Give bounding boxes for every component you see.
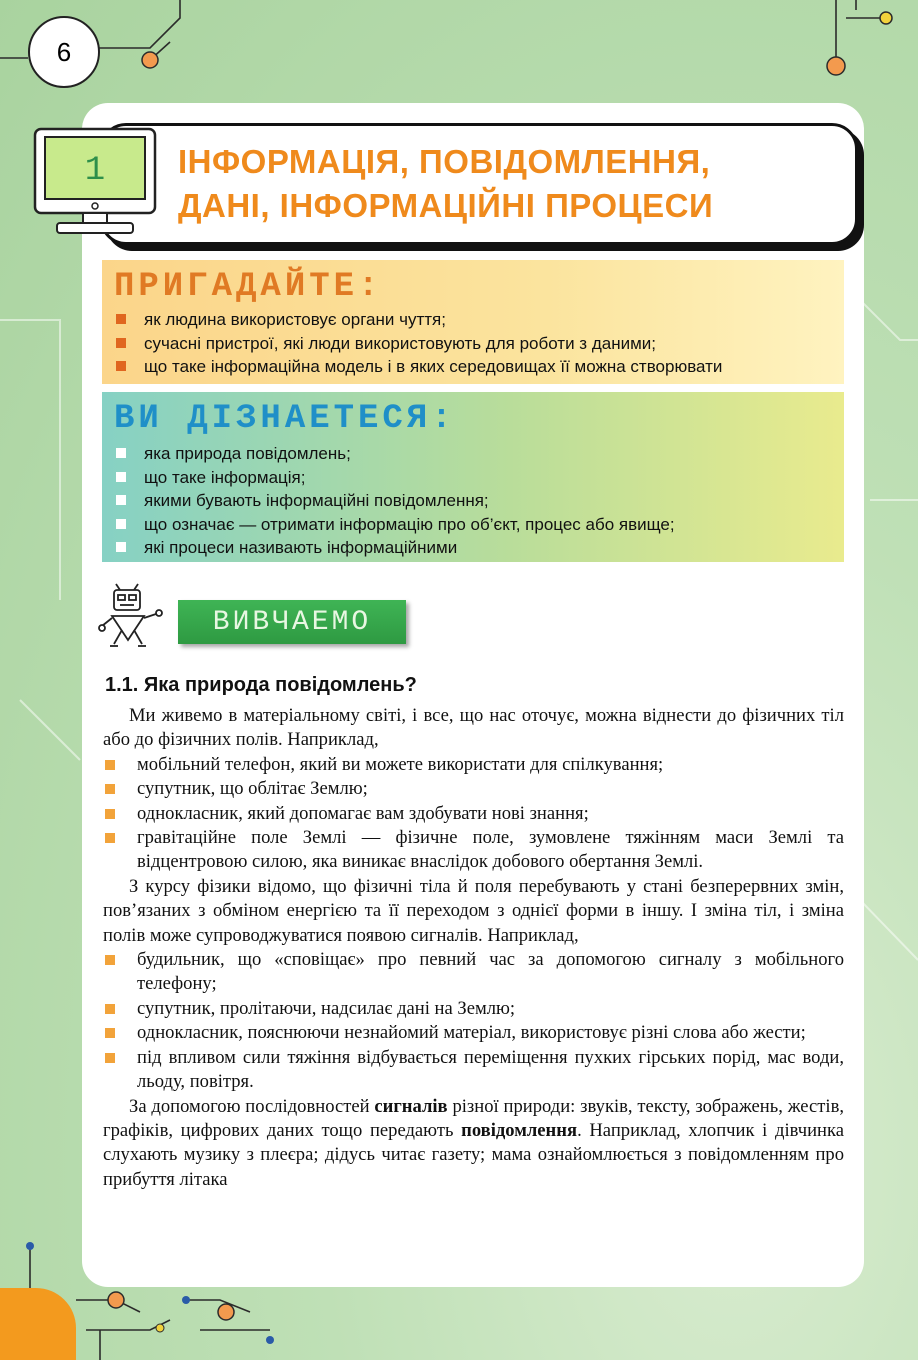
paragraph: З курсу фізики відомо, що фізичні тіла й поля перебувають у стані безперервних змін, пов’язаних з обміном енергією та її переходом з однієї форми в іншу. І зміна тіл, і зміна полів може супроводжуватися появою сигналів. Наприклад, [103,875,844,946]
list-item: гравітаційне поле Землі — фізичне поле, зумовлене тяжінням маси Землі та відцентровою силою, яка виникає внаслідок добового обертання Землі. [103,826,844,875]
list-item: супутник, пролітаючи, надсилає дані на Землю; [103,997,844,1021]
paragraph: Ми живемо в матеріальному світі, і все, що нас оточує, можна віднести до фізичних тіл або до фізичних полів. Наприклад, [103,705,844,751]
list-item: якими бувають інформаційні повідомлення; [116,489,675,513]
chapter-title [178,140,838,228]
learn-heading: ВИ ДІЗНАЕТЕСЯ: [114,400,456,438]
monitor-icon [33,127,157,237]
list-item: однокласник, пояснюючи незнайомий матеріал, використовує різні слова або жести; [103,1021,844,1045]
bullet-icon [105,955,115,965]
list-item: що таке інформація; [116,466,675,490]
bullet-icon [105,1053,115,1063]
list-item: що означає — отримати інформацію про об’єкт, процес або явище; [116,513,675,537]
robot-icon [98,582,164,650]
list-item: супутник, що облітає Землю; [103,777,844,801]
study-label: ВИВЧАЕМО [178,600,406,644]
bullet-icon [116,314,126,324]
list-item: як людина використовує органи чуття; [116,308,722,332]
list-item: будильник, що «сповіщає» про певний час за допомогою сигналу з мобільного телефону; [103,948,844,997]
list-item: однокласник, який допомагає вам здобувати нові знання; [103,802,844,826]
list-item: яка природа повідомлень; [116,442,675,466]
list-item: під впливом сили тяжіння відбувається переміщення пухких гірських порід, мас води, льоду, повітря. [103,1046,844,1095]
page-number: 6 [28,16,100,88]
bullet-icon [105,1004,115,1014]
body-text [103,704,844,1192]
list-item: що таке інформаційна модель і в яких середовищах її можна створювати [116,355,722,379]
bullet-icon [105,784,115,794]
bullet-icon [105,1028,115,1038]
bullet-icon [116,338,126,348]
section-heading: 1.1. Яка природа повідомлень? [105,674,417,696]
examples-list-1 [103,753,844,875]
remember-heading: ПРИГАДАЙТЕ: [114,268,383,306]
bullet-icon [105,760,115,770]
bullet-icon [116,495,126,505]
remember-list [116,308,722,379]
learn-box [102,392,844,562]
bullet-icon [116,519,126,529]
bullet-icon [116,542,126,552]
list-item: які процеси називають інформаційними [116,536,675,560]
bullet-icon [116,361,126,371]
term-messages: повідомлення [461,1119,578,1141]
bullet-icon [105,833,115,843]
remember-box [102,260,844,384]
bullet-icon [105,809,115,819]
term-signals: сигналів [374,1095,448,1117]
bullet-icon [116,448,126,458]
list-item: мобільний телефон, який ви можете використати для спілкування; [103,753,844,777]
learn-list [116,442,675,560]
paragraph: За допомогою послідовностей сигналів різної природи: звуків, тексту, зображень, жестів, графіків, цифрових даних тощо передають повідомлення. Наприклад, хлопчик і дівчинка слухають музику з плеєра; дідусь читає газету; мама ознайомлюється з повідомленням про прибуття літака [103,1095,844,1190]
bullet-icon [116,472,126,482]
list-item: сучасні пристрої, які люди використовують для роботи з даними; [116,332,722,356]
chapter-title-line2: ДАНІ, ІНФОРМАЦІЙНІ ПРОЦЕСИ [178,187,714,224]
chapter-title-line1: ІНФОРМАЦІЯ, ПОВІДОМЛЕННЯ, [178,143,711,180]
chapter-number: 1 [84,152,106,190]
examples-list-2 [103,948,844,1094]
